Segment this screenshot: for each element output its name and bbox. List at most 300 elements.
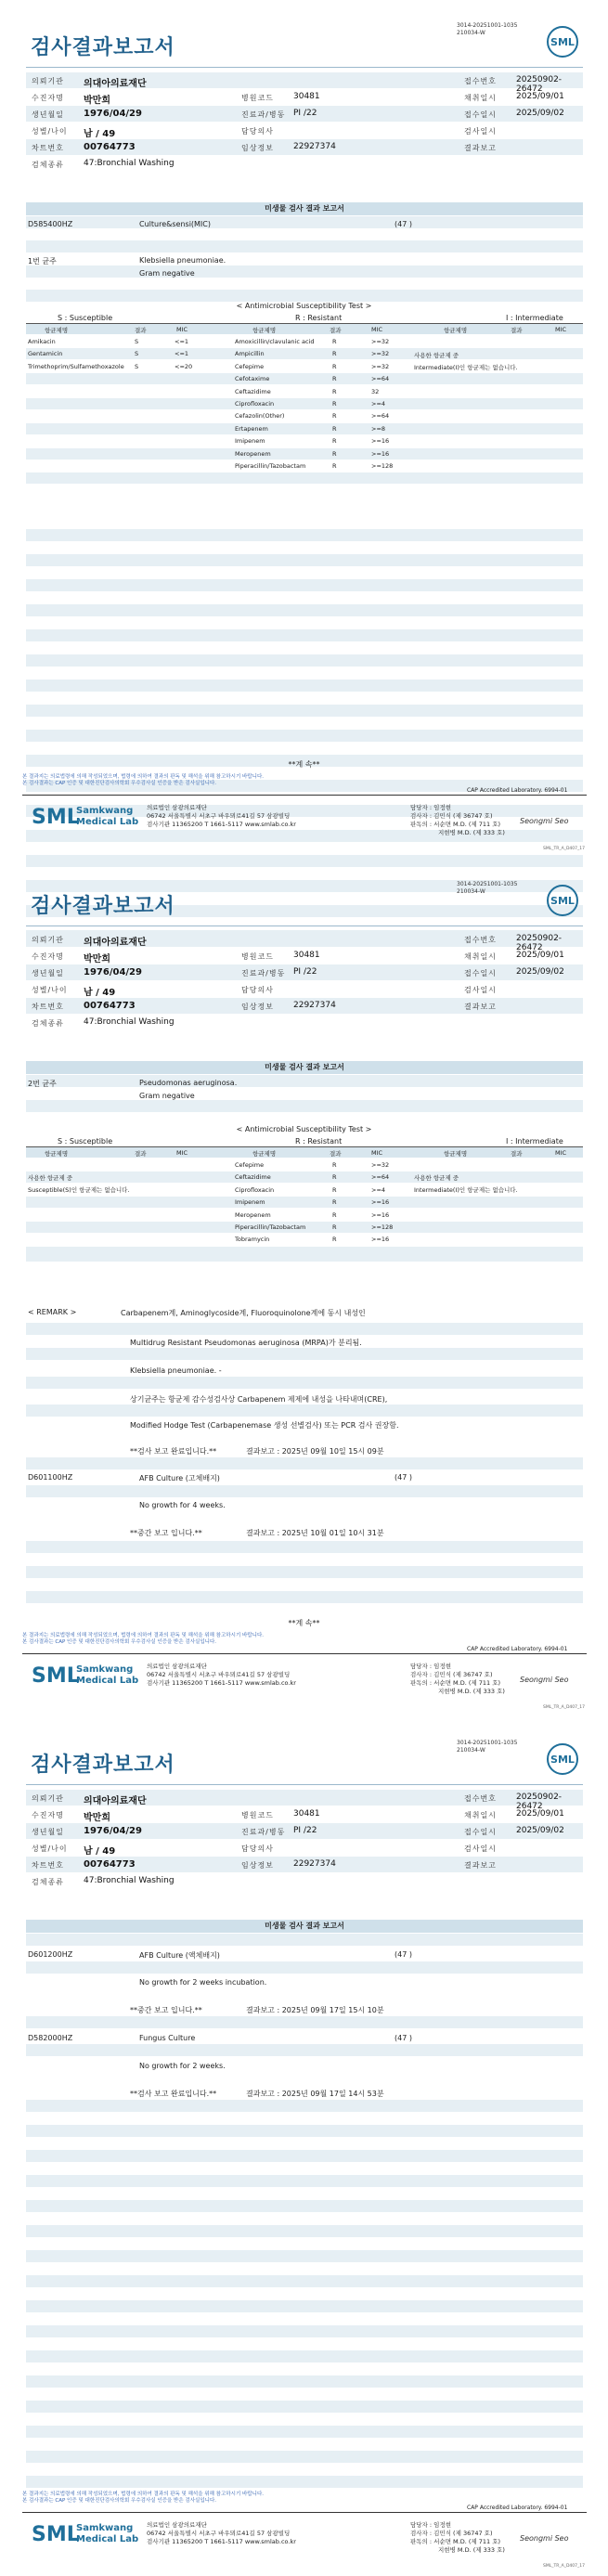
text: 의료법인 삼광의료재단 [147,2521,207,2529]
result: S [135,350,139,358]
drug-name: Ampicillin [235,350,265,358]
result: R [332,387,337,395]
text: 30481 [293,1809,320,1819]
drug-name: Ceftazidime [235,1173,271,1182]
row-stripe [26,2300,583,2312]
text: 차트번호 [32,1003,64,1011]
text: D582000HZ [28,2034,73,2042]
row-stripe [26,604,583,616]
text: 06742 서울특별시 서초구 바우뫼로41길 57 삼광빌딩 [147,1671,291,1678]
text: 의뢰기관 [32,1794,64,1803]
result: R [332,424,337,433]
row-stripe [26,680,583,692]
text: 수진자명 [32,94,64,102]
text: 차트번호 [32,144,64,152]
result: S [135,362,139,370]
text: Carbapenem계, Aminoglycoside계, Fluoroquinolone계에 동시 내성인 [121,1309,366,1317]
text: MIC [176,1149,188,1157]
text: 항균제명 [252,327,277,334]
text: 20250902-26472 [516,1793,563,1811]
text: 성별/나이 [32,986,68,994]
text: MIC [555,1149,567,1157]
text: 판독의 : 서순면 M.D. (제 711 호) [410,2538,501,2545]
text: (47 ) [395,2034,412,2042]
text: 차트번호 [32,1861,64,1870]
signature: Seongmi Seo [520,817,569,825]
text: CAP Accredited Laboratory. 6994-01 [467,2505,568,2511]
text: 항균제명 [444,1150,468,1158]
row-stripe [26,423,583,434]
text: SML_TR_A_D407_17 [543,1705,585,1710]
text: 남 / 49 [84,988,116,998]
text: 2025/09/01 [516,951,564,960]
text: 검사일시 [464,986,497,994]
text: 병원코드 [241,1811,274,1819]
mic-value: >=16 [371,437,390,446]
text: < Antimicrobial Susceptibility Test > [236,302,372,310]
note-text: 사용한 항균제 중 [414,1174,459,1182]
result: R [332,362,337,370]
text: 결과 [511,1150,523,1158]
text: 채취일시 [464,1811,497,1819]
text: Fungus Culture [139,2034,196,2042]
mic-value: >=32 [371,362,390,370]
sml-logo: SML [547,26,578,58]
text: Klebsiella pneumoniae. - [130,1366,222,1375]
text: 1976/04/29 [84,1826,142,1836]
text: 박만희 [84,1813,110,1823]
drug-name: Ciprofloxacin [235,1185,275,1194]
text: 00764773 [84,1001,136,1011]
row-stripe [26,2476,583,2488]
text: 본 검사결과는 CAP 인증 및 대한진단검사의학회 우수검사실 인증을 받은 검사실입니다. [22,2498,217,2504]
text: SML_TR_A_D407_17 [543,847,585,851]
text: D585400HZ [28,220,73,228]
text: 의료법인 삼광의료재단 [147,1663,207,1670]
text: 임상정보 [241,144,274,152]
text: 22927374 [293,142,336,151]
row-stripe [26,2350,583,2362]
text: 검사결과보고서 [31,1754,175,1777]
text: 검체종류 [32,1878,64,1886]
mic-value: >=16 [371,1210,390,1219]
mic-value: >=64 [371,1173,390,1182]
note-text: 사용한 항균제 중 [28,1174,73,1182]
text: Gram negative [139,269,195,278]
text: 1번 균주 [28,257,57,265]
row-stripe [26,705,583,717]
text: **중간 보고 입니다.** [130,1529,202,1537]
text: 검사기관 11365200 T 1661-5117 www.smlab.co.kr [147,1679,296,1687]
text: 결과보고 : 2025년 09월 17일 14시 53분 [246,2090,384,2098]
result: R [332,400,337,408]
note-text: Susceptible(S)인 항균제는 없습니다. [28,1186,130,1195]
text: 1976/04/29 [84,109,142,119]
mic-value: >=32 [371,1161,390,1169]
drug-name: Gentamicin [28,350,63,358]
text: D601200HZ [28,1950,73,1959]
text: 담당자 : 임정현 [410,1663,451,1670]
text: 항균제명 [252,1150,277,1158]
text: 상기균주는 항균제 감수성검사상 Carbapenem 제제에 내성을 나타내며(CRE), [130,1395,388,1404]
text: 2025/09/01 [516,92,564,101]
text: 담당자 : 임정현 [410,2521,451,2529]
text: 본 결과지는 의료법령에 의해 작성되었으며, 법령에 의하여 결과의 판독 및 해석을 위해 참고하시기 바랍니다. [22,1633,264,1638]
row-stripe [26,2175,583,2187]
drug-name: Meropenem [235,1210,271,1219]
text: (47 ) [395,1950,412,1959]
text: 생년월일 [32,969,64,977]
note-text: 사용한 항균제 중 [414,352,459,359]
text: 본 검사결과는 CAP 인증 및 대한진단검사의학회 우수검사실 인증을 받은 검사실입니다. [22,1639,217,1645]
text: 의대아의료재단 [84,1796,147,1806]
report-number [457,22,517,37]
text: Medical Lab [76,1676,139,1686]
mic-value: >=32 [371,338,390,345]
row-stripe [26,1197,583,1208]
text: SML [32,2523,80,2546]
text: SML [547,885,578,916]
text: 검사자 : 김민식 (제 36747 호) [410,812,493,820]
mic-value: >=128 [371,1223,394,1231]
drug-name: Trimethoprim/Sulfamethoxazole [28,362,124,370]
text: MIC [371,326,383,333]
text: 결과 [135,327,147,334]
row-stripe [26,2426,583,2438]
text: No growth for 2 weeks incubation. [139,1978,267,1987]
mic-value: <=1 [175,350,189,358]
text: PI /22 [293,967,317,977]
row-stripe [26,2100,583,2112]
text: 담당의사 [241,1845,274,1853]
text: Samkwang [76,1664,134,1675]
text: (47 ) [395,220,412,228]
text: Seongmi Seo [520,1676,569,1684]
text: 결과 [330,327,342,334]
text: Gram negative [139,1092,195,1100]
drug-name: Imipenem [235,1198,265,1207]
result: R [332,1198,337,1207]
text: 결과보고 [464,144,497,152]
text: 진료과/병동 [241,969,286,977]
mic-value: >=64 [371,412,390,421]
text: SML [32,1664,80,1688]
text: Samkwang [76,806,134,816]
result: R [332,437,337,446]
text: I : Intermediate [506,314,563,322]
mic-value: >=128 [371,462,394,470]
mic-value: >=4 [371,400,386,408]
text: **계 속** [288,1619,320,1627]
row-stripe [26,373,583,384]
result: R [332,462,337,470]
text: Medical Lab [76,817,139,827]
text: 접수일시 [464,969,497,977]
text: 결과 [330,1150,342,1158]
text: 임상정보 [241,1003,274,1011]
text: 지현병 M.D. (제 333 호) [438,2546,505,2554]
result: R [332,375,337,383]
text: 항균제명 [45,327,69,334]
text: 검사자 : 김민식 (제 36747 호) [410,2530,493,2537]
report-page-3 [0,1717,608,2576]
result: R [332,1173,337,1182]
text: SML_TR_A_D407_17 [543,2564,585,2569]
text: 접수번호 [464,77,497,85]
text: Pseudomonas aeruginosa. [139,1079,238,1087]
text: PI /22 [293,1826,317,1835]
result: R [332,1185,337,1194]
text: AFB Culture (고체배지) [139,1474,220,1482]
text: SML [547,1743,578,1775]
report-page-1 [0,0,608,859]
row-stripe [26,2401,583,2413]
text: 담당의사 [241,986,274,994]
text: 접수번호 [464,1794,497,1803]
text: 생년월일 [32,110,64,119]
text: Samkwang [76,2523,134,2533]
text: 본 결과지는 의료법령에 의해 작성되었으며, 법령에 의하여 결과의 판독 및 해석을 위해 참고하시기 바랍니다. [22,774,264,780]
row-stripe [26,1171,583,1183]
text: 성별/나이 [32,1845,68,1853]
text: PI /22 [293,109,317,118]
text: 의뢰기관 [32,936,64,944]
patient-info [26,72,583,173]
mic-value: >=64 [371,375,390,383]
text: 의료법인 삼광의료재단 [147,804,207,811]
text: 00764773 [84,142,136,152]
text: **중간 보고 입니다.** [130,2006,202,2014]
text: SML [32,806,80,829]
text: CAP Accredited Laboratory. 6994-01 [467,787,568,794]
text: 2번 균주 [28,1080,57,1088]
text: S : Susceptible [58,314,113,322]
text: 본 결과지는 의료법령에 의해 작성되었으며, 법령에 의하여 결과의 판독 및 해석을 위해 참고하시기 바랍니다. [22,2492,264,2497]
text: 남 / 49 [84,129,116,139]
note-text: Intermediate(I)인 항균제는 없습니다. [414,1186,518,1195]
row-stripe [26,2125,583,2137]
row-stripe [26,398,583,409]
text: 판독의 : 서순면 M.D. (제 711 호) [410,1679,501,1687]
text: 검체종류 [32,161,64,169]
row-stripe [26,2375,583,2388]
text: 47:Bronchial Washing [84,159,175,168]
mic-value: >=4 [371,1185,386,1194]
text: 1976/04/29 [84,967,142,977]
text: 병원코드 [241,952,274,961]
text: 미생물 검사 결과 보고서 [26,1920,583,1933]
row-stripe [26,629,583,641]
drug-name: Piperacillin/Tazobactam [235,1223,306,1231]
drug-name: Meropenem [235,449,271,458]
text: 결과보고 : 2025년 10월 01일 10시 31분 [246,1529,384,1537]
sml-footer-logo [32,800,143,837]
text: 3014-20251001-1035 [457,1740,518,1746]
text: 판독의 : 서순면 M.D. (제 711 호) [410,821,501,828]
drug-name: Ertapenem [235,424,268,433]
text: 20250902-26472 [516,75,563,94]
text: 결과보고 [464,1861,497,1870]
text: 3014-20251001-1035 [457,881,518,887]
text: 항균제명 [45,1150,69,1158]
result: R [332,350,337,358]
text: Medical Lab [76,2534,139,2544]
text: 미생물 검사 결과 보고서 [26,1061,583,1074]
text: 접수일시 [464,1828,497,1836]
text: 결과 [511,327,523,334]
text: **검사 보고 완료입니다.** [130,2090,217,2098]
text: 210034-W [457,888,485,895]
text: 채취일시 [464,94,497,102]
mic-value: >=16 [371,1198,390,1207]
text: 임상정보 [241,1861,274,1870]
text: 지현병 M.D. (제 333 호) [438,1688,505,1695]
text: Culture&sensi(MIC) [139,220,211,228]
text: 수진자명 [32,952,64,961]
text: MIC [555,326,567,333]
mic-value: <=1 [175,338,189,345]
text: 검사기관 11365200 T 1661-5117 www.smlab.co.kr [147,2538,296,2545]
text: 박만희 [84,96,110,106]
text: 검사일시 [464,1845,497,1853]
text: R : Resistant [295,1137,343,1146]
drug-name: Amoxicillin/clavulanic acid [235,338,315,345]
text: 채취일시 [464,952,497,961]
text: 3014-20251001-1035 [457,22,518,29]
text: Klebsiella pneumoniae. [139,256,226,265]
text: < Antimicrobial Susceptibility Test > [236,1125,372,1133]
row-stripe [26,2150,583,2162]
report-page-2 [0,859,608,1717]
note-text: Intermediate(I)인 항균제는 없습니다. [414,364,518,372]
text: 결과보고 : 2025년 09월 10일 15시 09분 [246,1447,384,1456]
drug-name: Imipenem [235,437,265,446]
text: S : Susceptible [58,1137,113,1146]
text: 의대아의료재단 [84,79,147,89]
text: 22927374 [293,1001,336,1010]
text: 지현병 M.D. (제 333 호) [438,829,505,836]
text: Modified Hodge Test (Carbapenemase 생성 선별검사) 또는 PCR 검사 권장함. [130,1421,399,1430]
text: 2025/09/02 [516,109,564,118]
row-stripe [26,348,583,359]
text: 성별/나이 [32,127,68,136]
text: (47 ) [395,1473,412,1482]
text: 박만희 [84,954,110,964]
drug-name: Ceftazidime [235,387,271,395]
text: 2025/09/01 [516,1809,564,1819]
text: < REMARK > [28,1308,77,1316]
row-stripe [26,2325,583,2337]
row-stripe [26,579,583,591]
drug-name: Cefotaxime [235,375,270,383]
result: R [332,338,337,345]
result: R [332,1210,337,1219]
text: I : Intermediate [506,1137,563,1146]
mic-value: >=16 [371,1236,390,1244]
text: 항균제명 [444,327,468,334]
text: 생년월일 [32,1828,64,1836]
text: 병원코드 [241,94,274,102]
text: MIC [176,326,188,333]
text: 수진자명 [32,1811,64,1819]
text: 검사자 : 김민식 (제 36747 호) [410,1671,493,1678]
drug-name: Tobramycin [235,1236,270,1244]
row-stripe [26,472,583,484]
result: R [332,1236,337,1244]
text: 의대아의료재단 [84,938,147,948]
row-stripe [26,730,583,742]
drug-name: Amikacin [28,338,56,345]
text: 210034-W [457,1747,485,1754]
drug-name: Piperacillin/Tazobactam [235,462,306,470]
text: MIC [371,1149,383,1157]
text: 진료과/병동 [241,110,286,119]
mic-value: >=32 [371,350,390,358]
text: 진료과/병동 [241,1828,286,1836]
text: 22927374 [293,1859,336,1869]
row-stripe [26,2225,583,2237]
text: No growth for 2 weeks. [139,2062,226,2070]
text: CAP Accredited Laboratory. 6994-01 [467,1646,568,1652]
text: 남 / 49 [84,1846,116,1857]
text: 검사결과보고서 [31,895,175,918]
result: R [332,1161,337,1169]
mic-value: 32 [371,387,380,395]
text: 검사일시 [464,127,497,136]
text: 30481 [293,92,320,101]
text: **검사 보고 완료입니다.** [130,1447,217,1456]
text: No growth for 4 weeks. [139,1501,226,1509]
drug-name: Cefepime [235,1161,265,1169]
text: 47:Bronchial Washing [84,1876,175,1885]
row-stripe [26,448,583,460]
text: 검사기관 11365200 T 1661-5117 www.smlab.co.kr [147,821,296,828]
text: 결과보고 [464,1003,497,1011]
row-stripe [26,554,583,566]
text: 30481 [293,951,320,960]
row-stripe [26,2275,583,2287]
text: 2025/09/02 [516,967,564,977]
row-stripe [26,2250,583,2262]
row-stripe [26,2200,583,2212]
text: R : Resistant [295,314,343,322]
text: 의뢰기관 [32,77,64,85]
text: 210034-W [457,30,485,36]
text: 접수일시 [464,110,497,119]
result: R [332,1223,337,1231]
text: 47:Bronchial Washing [84,1017,175,1027]
drug-name: Ciprofloxacin [235,400,275,408]
row-stripe [26,2451,583,2463]
text: 본 검사결과는 CAP 인증 및 대한진단검사의학회 우수검사실 인증을 받은 검사실입니다. [22,781,217,786]
text: 접수번호 [464,936,497,944]
text: 20250902-26472 [516,934,563,952]
text: 00764773 [84,1859,136,1870]
mic-value: >=16 [371,449,390,458]
mic-value: >=8 [371,424,386,433]
result: S [135,338,139,345]
text: 담당의사 [241,127,274,136]
text: AFB Culture (액체배지) [139,1951,220,1960]
result: R [332,412,337,421]
text: 06742 서울특별시 서초구 바우뫼로41길 57 삼광빌딩 [147,2530,291,2537]
section-title: 미생물 검사 결과 보고서 [26,202,583,215]
text: 2025/09/02 [516,1826,564,1835]
text: D601100HZ [28,1473,73,1482]
report-title: 검사결과보고서 [31,36,175,59]
row-stripe [26,529,583,541]
text: Multidrug Resistant Pseudomonas aeruginosa (MRPA)가 분리됨. [130,1339,362,1347]
